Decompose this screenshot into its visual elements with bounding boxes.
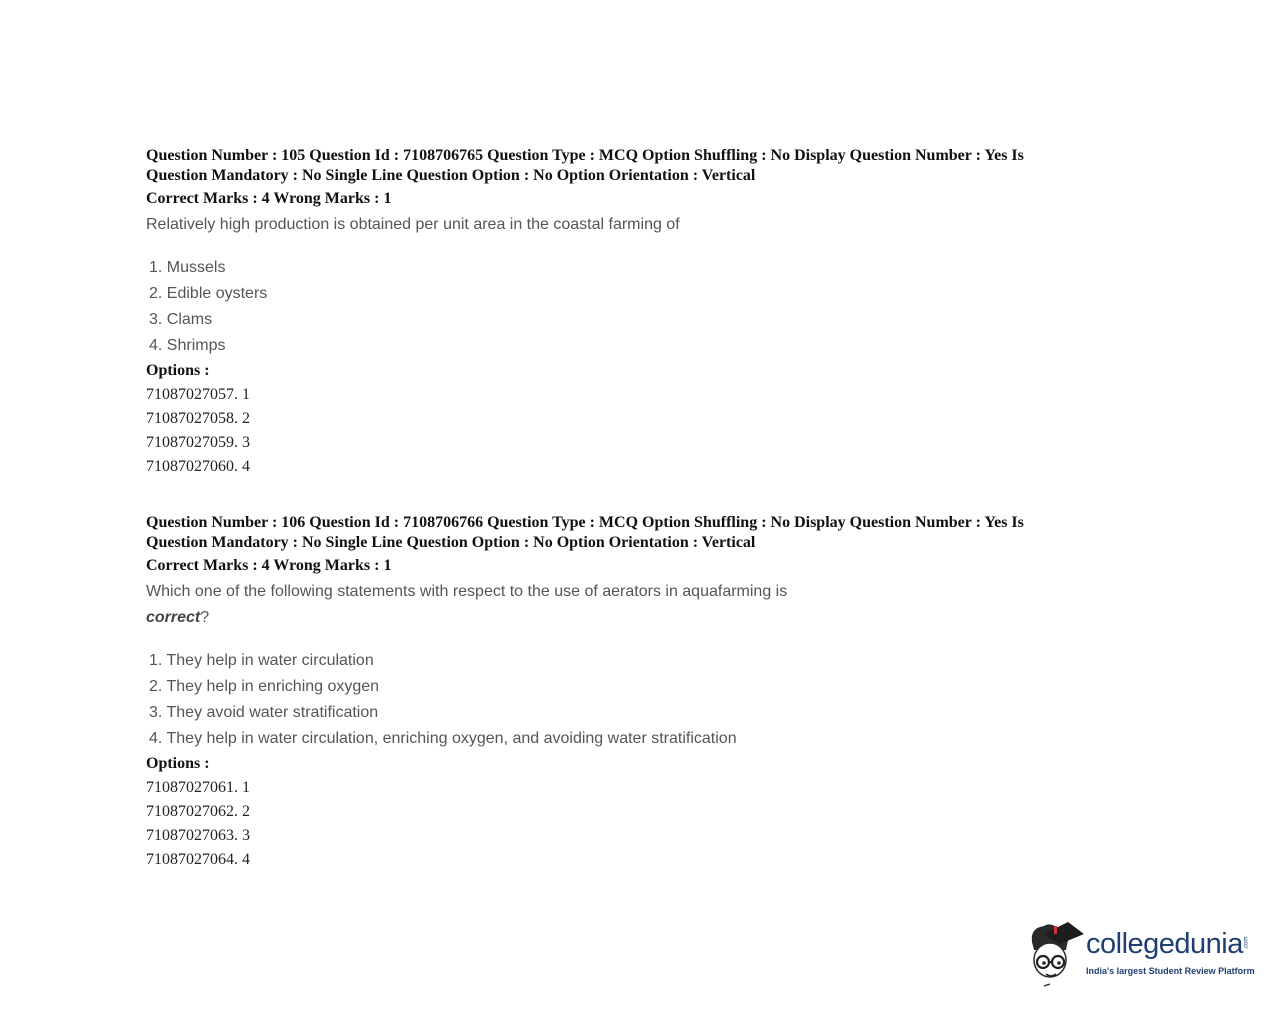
logo-tagline: India's largest Student Review Platform	[1086, 966, 1255, 976]
option-id-row: 71087027062. 2	[146, 803, 250, 820]
choice-item: 2. Edible oysters	[149, 285, 268, 302]
option-id-row: 71087027057. 1	[146, 386, 250, 403]
option-id-row: 71087027061. 1	[146, 779, 250, 796]
logo-dotcom: .com	[1243, 936, 1250, 950]
options-heading: Options :	[146, 755, 210, 772]
question-marks: Correct Marks : 4 Wrong Marks : 1	[146, 557, 392, 574]
choice-item: 4. Shrimps	[149, 337, 226, 354]
mascot-logo-icon	[1026, 920, 1084, 988]
question-meta-line-2: Question Mandatory : No Single Line Question Option : No Option Orientation : Vertical	[146, 167, 756, 184]
question-marks: Correct Marks : 4 Wrong Marks : 1	[146, 190, 392, 207]
question-text-line-2	[146, 605, 1146, 631]
choice-item: 1. They help in water circulation	[149, 652, 374, 669]
choice-item: 4. They help in water circulation, enriching oxygen, and avoiding water stratification	[149, 730, 737, 747]
question-meta-line-1: Question Number : 106 Question Id : 7108706766 Question Type : MCQ Option Shuffling : No Display Question Number : Yes Is	[146, 514, 1024, 531]
question-meta-line-1: Question Number : 105 Question Id : 7108706765 Question Type : MCQ Option Shuffling : No Display Question Number : Yes Is	[146, 147, 1024, 164]
choice-item: 2. They help in enriching oxygen	[149, 678, 380, 695]
question-meta-line-2: Question Mandatory : No Single Line Question Option : No Option Orientation : Vertical	[146, 534, 756, 551]
option-id-row: 71087027060. 4	[146, 458, 250, 475]
question-text-line: Which one of the following statements with respect to the use of aerators in aquafarming is	[146, 583, 788, 600]
option-id-row: 71087027059. 3	[146, 434, 250, 451]
choice-item: 3. Clams	[149, 311, 213, 328]
choice-item: 3. They avoid water stratification	[149, 704, 379, 721]
option-id-row: 71087027064. 4	[146, 851, 250, 868]
option-id-row: 71087027058. 2	[146, 410, 250, 427]
question-mark: ?	[200, 609, 210, 626]
choice-list	[146, 255, 1146, 359]
question-text: Relatively high production is obtained per unit area in the coastal farming of	[146, 216, 680, 233]
choice-list	[146, 648, 1146, 752]
question-block-106	[146, 513, 1146, 872]
logo-wordmark: collegedunia	[1086, 928, 1243, 960]
option-id-row: 71087027063. 3	[146, 827, 250, 844]
question-block-105	[146, 146, 1146, 479]
choice-item: 1. Mussels	[149, 259, 226, 276]
question-text	[146, 579, 1146, 631]
collegedunia-logo	[1026, 918, 1266, 990]
emphasis-word: correct	[146, 609, 201, 626]
options-heading: Options :	[146, 362, 210, 379]
